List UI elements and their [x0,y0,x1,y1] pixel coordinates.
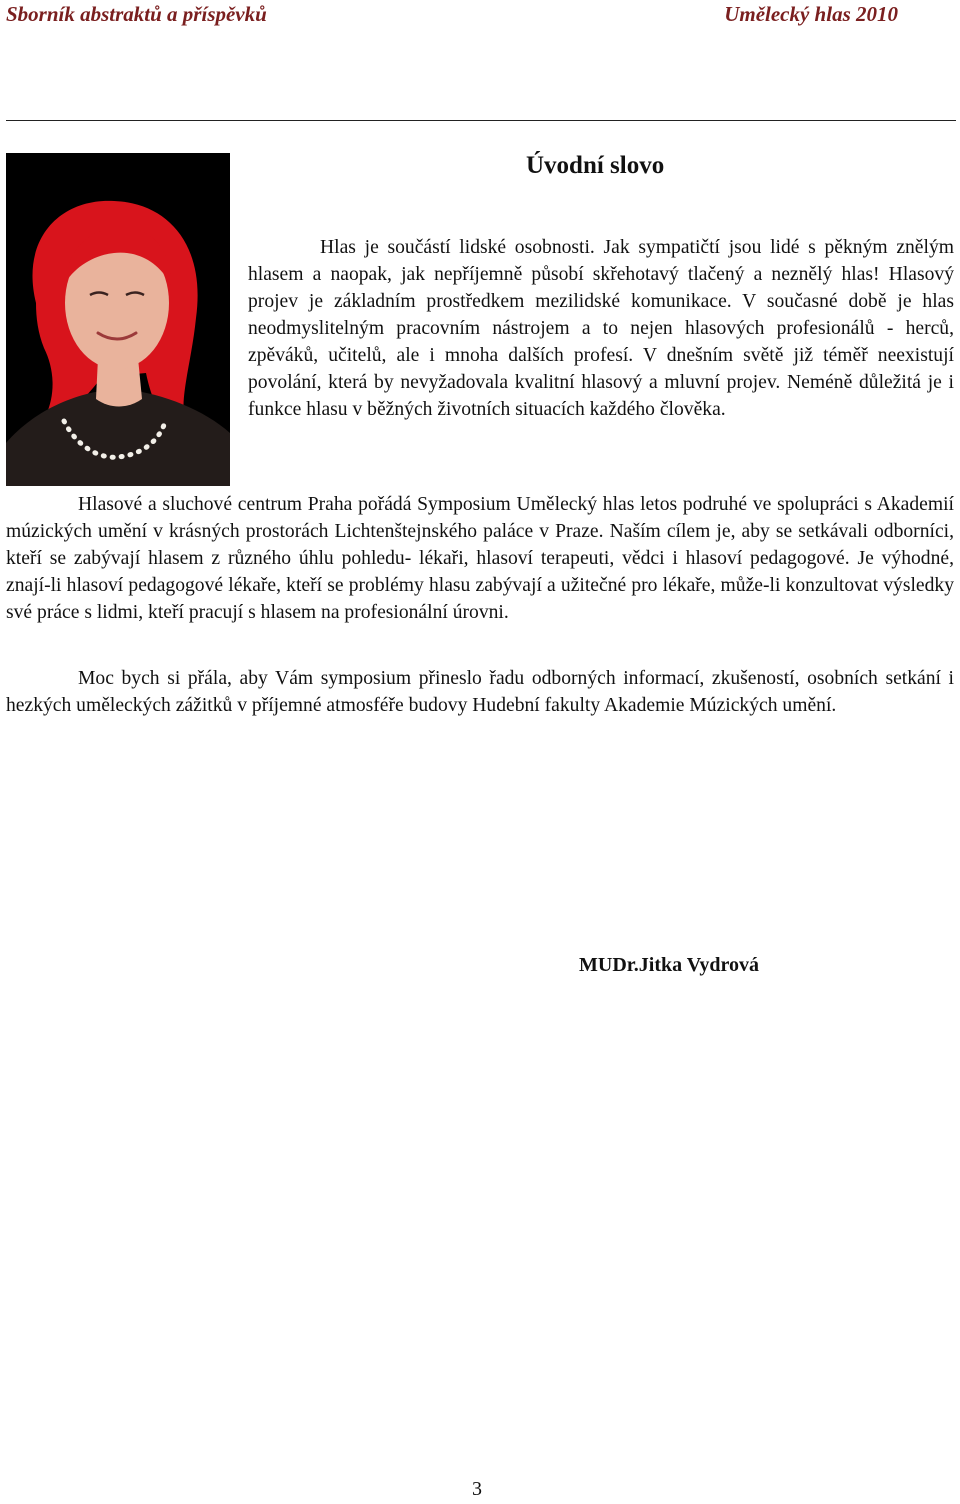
page-number: 3 [472,1478,482,1500]
article-title: Úvodní slovo [526,152,665,179]
header-event-title: Umělecký hlas 2010 [724,2,898,26]
body-paragraph: Hlasové a sluchové centrum Praha pořádá Symposium Umělecký hlas letos podruhé ve spolupráci s Akademií múzických umění v krásných prostorách Lichtenštejnského paláce v Praze. Naším cílem je, aby se setkávali odborníci, kteří se zabývají hlasem z různého úhlu pohledu- lékaři, hlasoví terapeuti, vědci i hlasoví pedagogové. Je výhodné, znají-li hlasoví pedagogové lékaře, kteří se problémy hlasu zabývají a užitečné pro lékaře, může-li konzultovat výsledky své práce s lidmi, kteří pracují s hlasem na profesionální úrovni. [6,494,954,623]
author-signature: MUDr.Jitka Vydrová [579,954,760,976]
intro-paragraph: Hlas je součástí lidské osobnosti. Jak sympatičtí jsou lidé s pěkným znělým hlasem a naopak, jak nepříjemně působí skřehotavý tlačený a neznělý hlas! Hlasový projev je základním prostředkem mezilidské komunikace. V současné době je hlas neodmyslitelným pracovním nástrojem a to nejen hlasových profesionálů - herců, zpěváků, učitelů, ale i mnoha dalších profesí. V dnešním světě již téměř neexistují povolání, která by nevyžadovala kvalitní hlasový a mluvní projev. Neméně důležitá je i funkce hlasu v běžných životních situacích každého člověka. [248,237,954,420]
portrait-illustration [6,153,230,486]
header-divider [6,120,956,121]
running-header [6,0,954,34]
closing-paragraph: Moc bych si přála, aby Vám symposium přineslo řadu odborných informací, zkušeností, osobních setkání i hezkých uměleckých zážitků v příjemné atmosféře budovy Hudební fakulty Akademie Múzických umění. [6,668,954,716]
header-publication-title: Sborník abstraktů a příspěvků [6,2,267,26]
author-portrait [6,153,230,486]
